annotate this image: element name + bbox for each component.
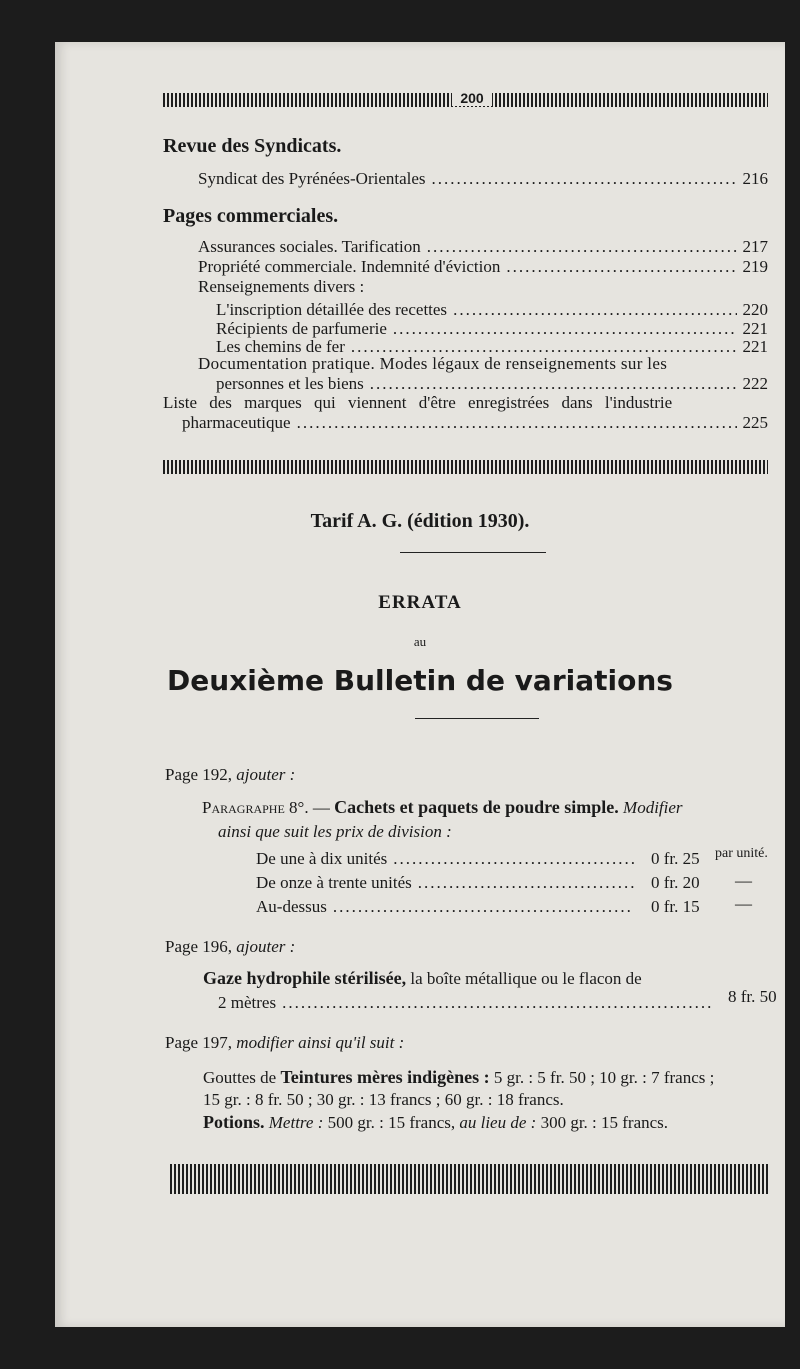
errata-heading: ERRATA (378, 592, 462, 613)
au-label: au (413, 634, 427, 649)
price-value: 0 fr. 25 (651, 849, 700, 868)
page-number: 200 (452, 90, 492, 106)
price-value: 0 fr. 20 (651, 873, 700, 892)
toc-entry: personnes et les biens ..... 222 (216, 374, 768, 394)
toc-entry-line: Documentation pratique. Modes légaux de renseignements sur les (198, 354, 668, 373)
price-row: Au-dessus ..... (256, 897, 640, 917)
bottom-ornament-rule (170, 1164, 770, 1194)
toc-entry: Propriété commerciale. Indemnité d'éviction ..... 219 (198, 257, 768, 277)
toc-entry: pharmaceutique ..... 225 (182, 413, 768, 433)
price-unit: — (735, 871, 752, 890)
price-row: De onze à trente unités ..... (256, 873, 640, 893)
page-192-line: Page 192, ajouter : (165, 765, 296, 784)
toc-subheading: Renseignements divers : (198, 277, 365, 296)
toc-entry: L'inscription détaillée des recettes ..... 220 (216, 300, 768, 320)
toc-entry-line: Liste des marques qui viennent d'être enregistrées dans l'industrie (163, 393, 673, 412)
bulletin-title: Deuxième Bulletin de variations (167, 664, 673, 697)
gaze-price: 8 fr. 50 (728, 987, 777, 1006)
price-unit: — (735, 894, 752, 913)
paragraph-8-line: Paragraphe 8°. — Cachets et paquets de poudre simple. Modifier (202, 797, 683, 817)
section-heading-commerciales: Pages commerciales. (163, 205, 339, 227)
divider (415, 718, 539, 719)
price-unit: par unité. (715, 846, 768, 861)
potions-line: Potions. Mettre : 500 gr. : 15 francs, au lieu de : 300 gr. : 15 francs. (203, 1112, 669, 1132)
paragraph-8-line2: ainsi que suit les prix de division : (218, 822, 452, 841)
toc-entry: Récipients de parfumerie ..... 221 (216, 319, 768, 339)
gaze-line: Gaze hydrophile stérilisée, la boîte métallique ou le flacon de (203, 968, 642, 988)
page-197-line: Page 197, modifier ainsi qu'il suit : (165, 1033, 405, 1052)
teintures-line: Gouttes de Teintures mères indigènes : 5 gr. : 5 fr. 50 ; 10 gr. : 7 francs ; (203, 1067, 715, 1087)
toc-entry: Assurances sociales. Tarification ..... 217 (198, 237, 768, 257)
gaze-line2: 2 mètres ..... (218, 993, 718, 1013)
tarif-title: Tarif A. G. (édition 1930). (310, 510, 530, 532)
teintures-line2: 15 gr. : 8 fr. 50 ; 30 gr. : 13 francs ; 60 gr. : 18 francs. (203, 1090, 564, 1109)
price-row: De une à dix unités ..... (256, 849, 640, 869)
page-196-line: Page 196, ajouter : (165, 937, 296, 956)
toc-entry: Syndicat des Pyrénées-Orientales ..... 216 (198, 169, 768, 189)
middle-ornament-rule (163, 460, 768, 474)
divider (400, 552, 546, 553)
price-value: 0 fr. 15 (651, 897, 700, 916)
section-heading-syndicats: Revue des Syndicats. (163, 135, 342, 157)
toc-entry: Les chemins de fer ..... 221 (216, 337, 768, 357)
